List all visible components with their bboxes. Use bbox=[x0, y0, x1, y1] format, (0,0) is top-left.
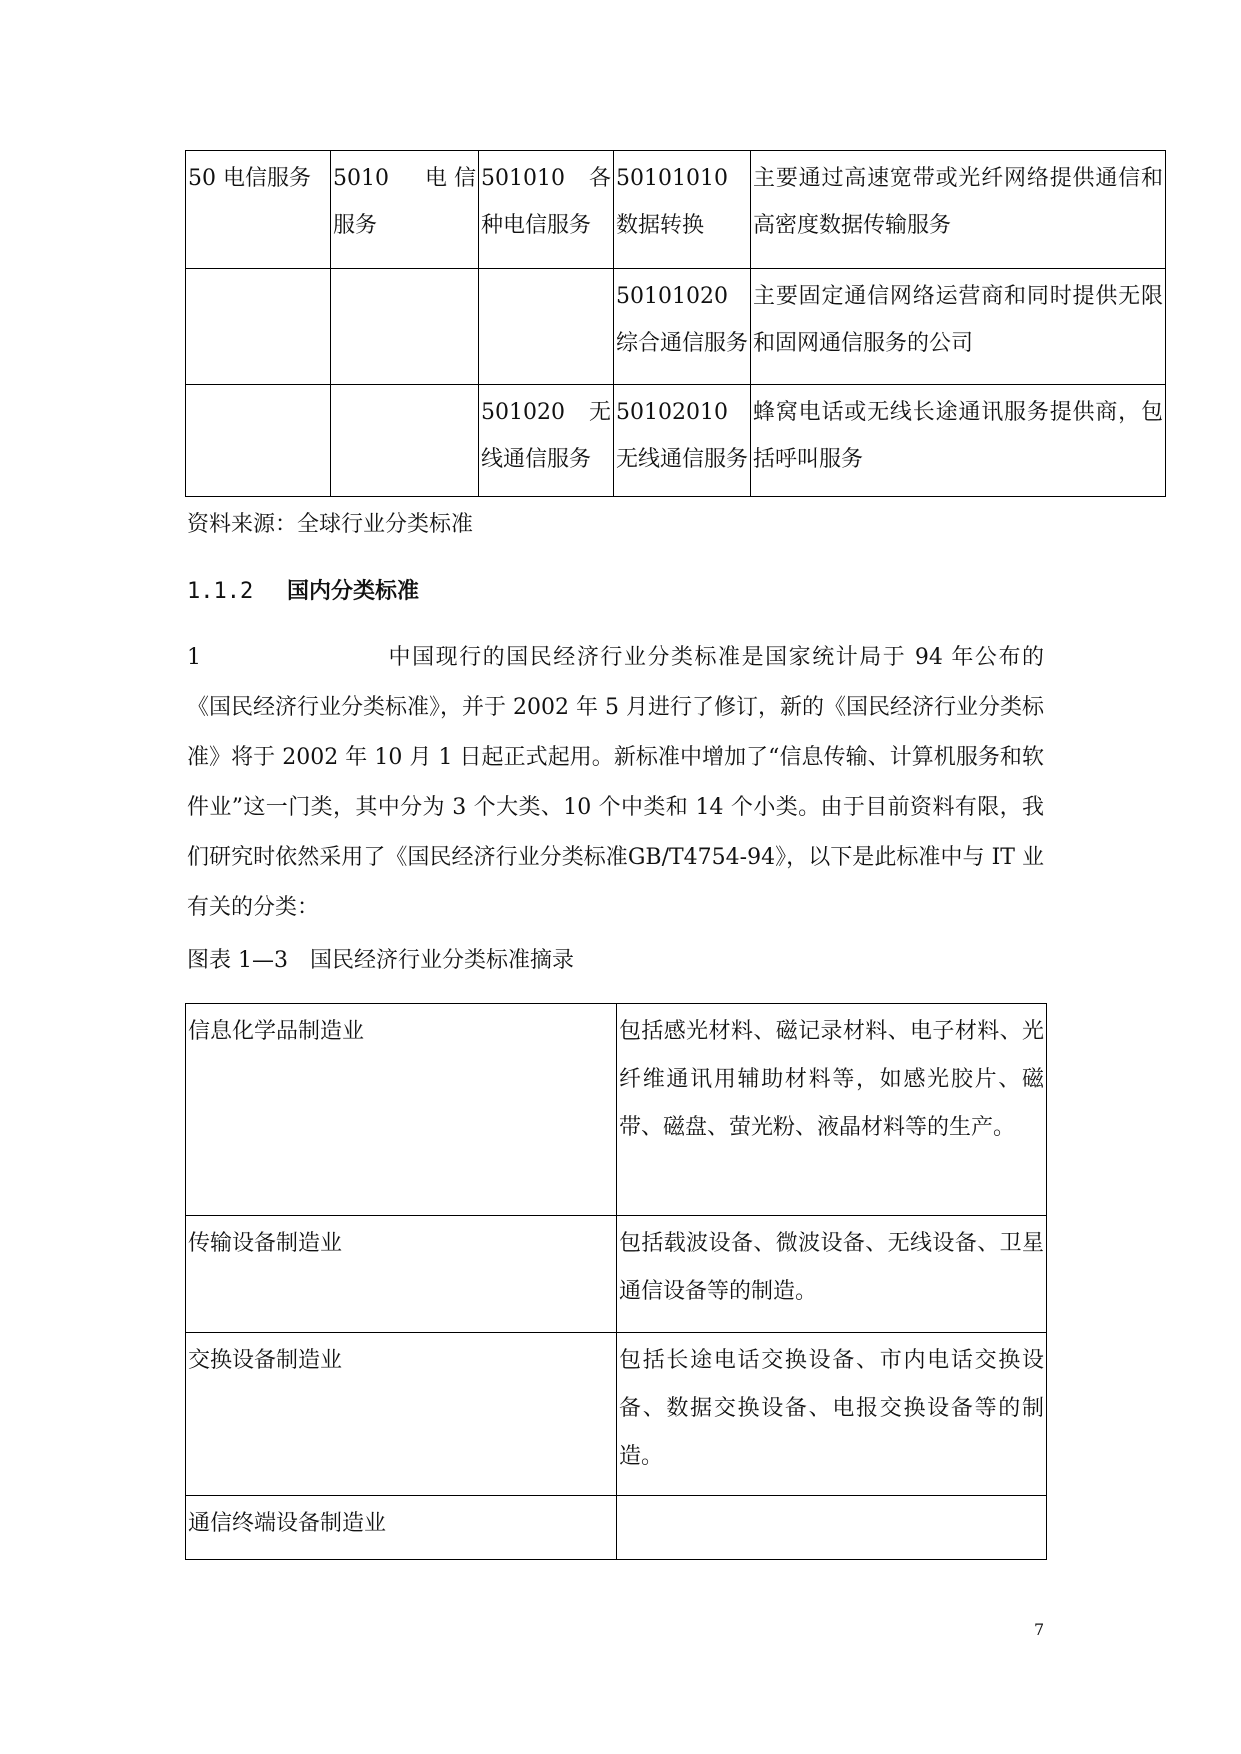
table-row bbox=[186, 269, 1166, 385]
industry-name-cell: 通信终端设备制造业 bbox=[186, 1496, 617, 1560]
body-paragraph bbox=[187, 633, 1044, 933]
paragraph-number: 1 bbox=[187, 645, 201, 670]
table-row bbox=[186, 1496, 1047, 1560]
industry-cell: 501020 无线通信服务 bbox=[479, 385, 614, 497]
sector-cell bbox=[186, 385, 331, 497]
sub-industry-cell: 50101020 综合通信服务 bbox=[614, 269, 751, 385]
description-cell: 蜂窝电话或无线长途通讯服务提供商，包括呼叫服务 bbox=[751, 385, 1166, 497]
industry-description-cell: 包括感光材料、磁记录材料、电子材料、光纤维通讯用辅助材料等，如感光胶片、磁带、磁盘、萤光粉、液晶材料等的生产。 bbox=[617, 1004, 1047, 1216]
sector-cell bbox=[186, 269, 331, 385]
section-number: 1.1.2 bbox=[187, 579, 254, 604]
industry-name-cell: 信息化学品制造业 bbox=[186, 1004, 617, 1216]
table-row bbox=[186, 1333, 1047, 1496]
table-row bbox=[186, 1216, 1047, 1333]
paragraph-text: 中国现行的国民经济行业分类标准是国家统计局于 94 年公布的《国民经济行业分类标准》，并于 2002 年 5 月进行了修订，新的《国民经济行业分类标准》将于 2002 年 10 月 1 日起正式起用。新标准中增加了“信息传输、计算机服务和软件业”这一门类，其中分为 3 个大类、10 个中类和 14 个小类。由于目前资料有限，我们研究时依然采用了《国民经济行业分类标准GB/T4754-94》，以下是此标准中与 IT 业有关的分类： bbox=[187, 645, 1044, 920]
sector-cell: 50 电信服务 bbox=[186, 151, 331, 269]
industry-cell bbox=[479, 269, 614, 385]
industry-group-cell bbox=[331, 385, 479, 497]
table-row bbox=[186, 151, 1166, 269]
table-row bbox=[186, 1004, 1047, 1216]
national-classification-table bbox=[185, 1003, 1047, 1560]
figure-caption: 图表 1—3 国民经济行业分类标准摘录 bbox=[187, 948, 574, 973]
industry-description-cell: 包括长途电话交换设备、市内电话交换设备、数据交换设备、电报交换设备等的制造。 bbox=[617, 1333, 1047, 1496]
industry-group-cell bbox=[331, 269, 479, 385]
industry-group-cell: 5010 电信服务 bbox=[331, 151, 479, 269]
gics-classification-table bbox=[185, 150, 1166, 497]
section-heading bbox=[187, 572, 419, 612]
section-title: 国内分类标准 bbox=[287, 579, 420, 604]
industry-description-cell bbox=[617, 1496, 1047, 1560]
sub-industry-cell: 50101010 数据转换 bbox=[614, 151, 751, 269]
industry-name-cell: 传输设备制造业 bbox=[186, 1216, 617, 1333]
source-note: 资料来源：全球行业分类标准 bbox=[187, 512, 474, 537]
table-row bbox=[186, 385, 1166, 497]
sub-industry-cell: 50102010 无线通信服务 bbox=[614, 385, 751, 497]
industry-cell: 501010 各种电信服务 bbox=[479, 151, 614, 269]
industry-description-cell: 包括载波设备、微波设备、无线设备、卫星通信设备等的制造。 bbox=[617, 1216, 1047, 1333]
description-cell: 主要通过高速宽带或光纤网络提供通信和高密度数据传输服务 bbox=[751, 151, 1166, 269]
description-cell: 主要固定通信网络运营商和同时提供无限和固网通信服务的公司 bbox=[751, 269, 1166, 385]
industry-name-cell: 交换设备制造业 bbox=[186, 1333, 617, 1496]
page-number: 7 bbox=[1034, 1620, 1045, 1639]
